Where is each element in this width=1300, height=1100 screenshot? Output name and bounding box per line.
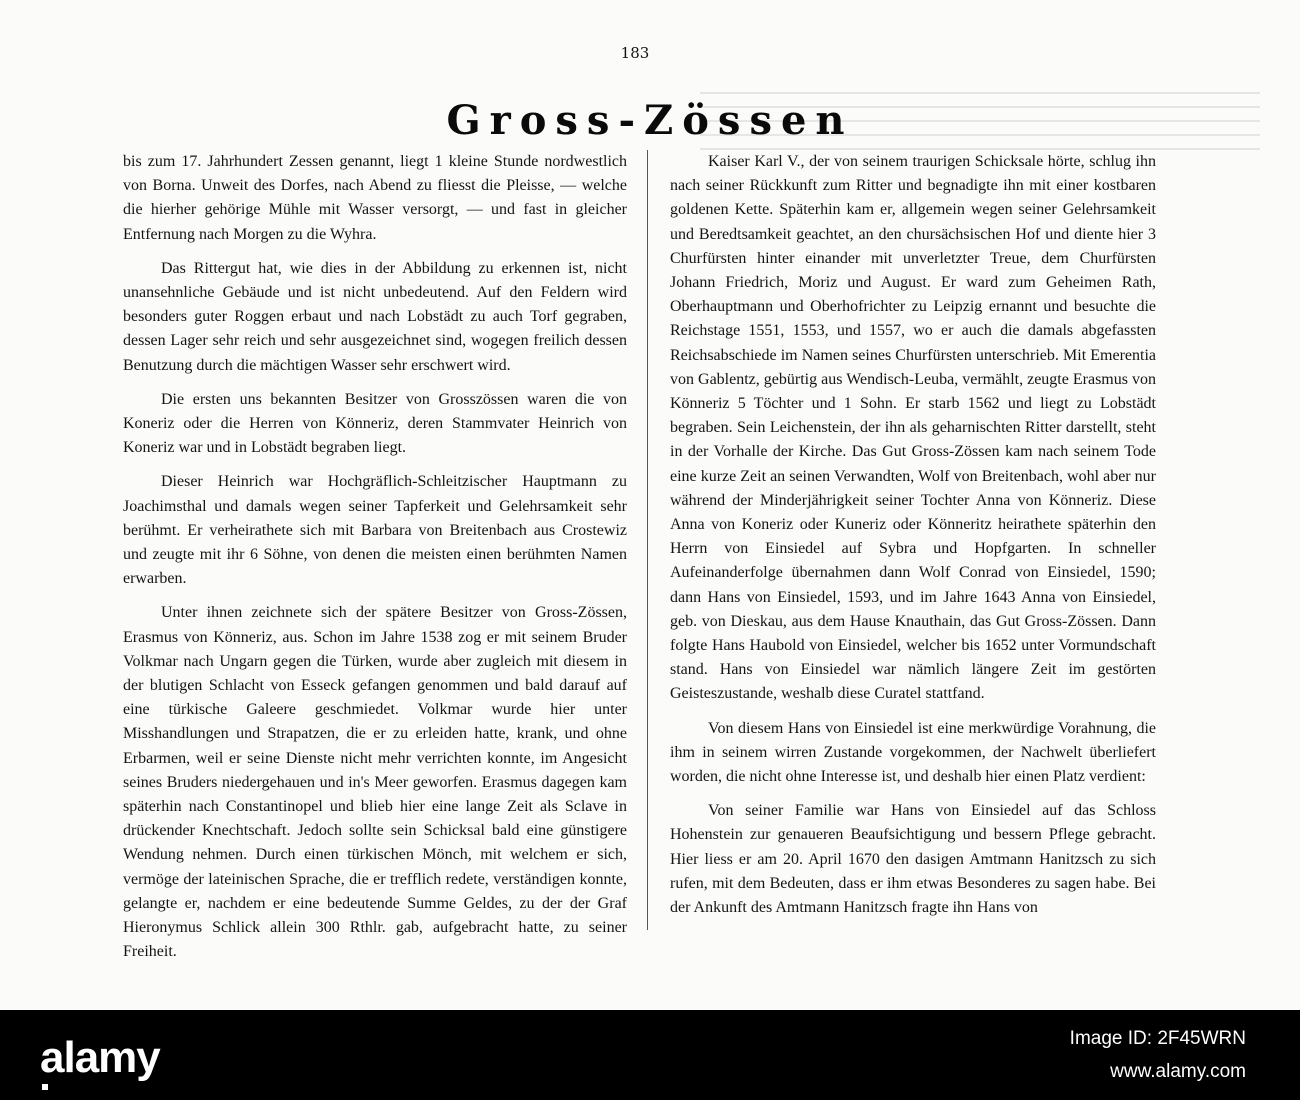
paragraph: Von diesem Hans von Einsiedel ist eine merkwürdige Vorahnung, die ihm in seinem wirren Zustande vorgekommen, der Nachwelt überliefert worden, die nicht ohne Interesse ist, und deshalb hier einen Platz verdient: [670,719,1156,786]
paragraph: Die ersten uns bekannten Besitzer von Grosszössen waren die von Koneriz oder die Herren von Könneriz, deren Stammvater Heinrich von Koneriz war und in Lobstädt begraben liegt. [123,390,627,457]
paragraph: bis zum 17. Jahrhundert Zessen genannt, liegt 1 kleine Stunde nordwestlich von Borna. Unweit des Dorfes, nach Abend zu fliesst die Pleisse, — welche die hierher gehörige Mühle mit Wasser versorgt, — und fast in gleicher Entfernung nach Morgen zu die Wyhra. [123,153,627,243]
logo-mark-icon [42,1084,48,1090]
page-number: 183 [620,44,650,62]
paragraph: Kaiser Karl V., der von seinem traurigen Schicksale hörte, schlug ihn nach seiner Rückkunft zum Ritter und begnadigte ihn mit einer kostbaren goldenen Kette. Späterhin kam er, allgemein wegen seiner Gelehrsamkeit und Beredtsamkeit geachtet, an den chursächsischen Hof und diente hier 3 Churfürsten hinter einander mit unverletzter Treue, dem Churfürsten Johann Friedrich, Moriz und August. Er ward zum Geheimen Rath, Oberhauptmann und Oberhofrichter zu Leipzig ernannt und besuchte die Reichstage 1551, 1553, und 1557, wo er auch die damals abgefassten Reichsabschiede im Namen seines Churfürsten unterschrieb. Mit Emerentia von Gablentz, gebürtig aus Wendisch-Leuba, vermählt, zeugte Erasmus von Könneriz 5 Töchter und 1 Sohn. Er starb 1562 und liegt zu Lobstädt begraben. Sein Leichenstein, der ihn als geharnischten Ritter darstellt, steht in der Vorhalle der Kirche. Das Gut Gross-Zössen kam nach seinem Tode eine kurze Zeit an seinen Verwandten, Wolf von Breitenbach, wohl aber nur während der Minderjährigkeit seiner Tochter Anna von Könneriz. Diese Anna von Koneriz oder Kuneriz oder Könneritz heirathete späterhin den Herrn von Einsiedel auf Sybra und Hopfgarten. In schneller Aufeinanderfolge übernahmen dann Wolf Conrad von Einsiedel, 1590; dann Hans von Einsiedel, 1593, und im Jahre 1643 Anna von Einsiedel, geb. von Dieskau, aus dem Hause Knauthain, das Gut Gross-Zössen. Dann folgte Hans Haubold von Einsiedel, welcher bis 1652 unter Vormundschaft stand. Hans von Einsiedel war nämlich längere Zeit im gestörten Geisteszustande, weshalb diese Curatel stattfand. [670,153,1156,703]
paragraph: Dieser Heinrich war Hochgräflich-Schleitzischer Hauptmann zu Joachimsthal und damals wegen seiner Tapferkeit und Gelehrsamkeit sehr berühmt. Er verheirathete sich mit Barbara von Breitenbach aus Crostewiz und zeugte mit ihr 6 Söhne, von denen die meisten einen berühmten Namen erwarben. [123,473,627,588]
right-column [670,150,1156,930]
watermark-bar [0,1010,1300,1100]
paragraph: Das Rittergut hat, wie dies in der Abbildung zu erkennen ist, nicht unansehnliche Gebäude und ist nicht unbedeutend. Auf den Feldern wird besonders guter Roggen erbaut und nach Lobstädt zu auch Torf gegraben, dessen Lager sehr reich und sehr ausgezeichnet sind, wogegen freilich dessen Benutzung durch die mächtigen Wasser sehr erschwert wird. [123,259,627,374]
image-id-label: Image ID: 2F45WRN [1069,1028,1246,1049]
paragraph: Unter ihnen zeichnete sich der spätere Besitzer von Gross-Zössen, Erasmus von Könneriz, aus. Schon im Jahre 1538 zog er mit seinem Bruder Volkmar nach Ungarn gegen die Türken, wurde aber zugleich mit diesem in der blutigen Schlacht von Esseck gefangen genommen und bald darauf auf eine türkische Galeere geschmiedet. Volkmar wurde hier unter Misshandlungen und Strapatzen, die er zu erleiden hatte, krank, und ohne Erbarmen, weil er seine Dienste nicht mehr verrichten konnte, im Angesicht seines Bruders niedergehauen und in's Meer geworfen. Erasmus dagegen kam späterhin nach Constantinopel und blieb hier eine lange Zeit als Sclave in drückender Knechtschaft. Jedoch sollte sein Schicksal bald eine günstigere Wendung nehmen. Durch einen türkischen Mönch, mit welchem er sich, vermöge der lateinischen Sprache, die er trefflich redete, verständigen konnte, gelangte er, nachdem er eine bedeutende Summe Geldes, zu der der Graf Hieronymus Schlick allein 300 Rthlr. gab, aufgebracht hatte, zu seiner Freiheit. [123,604,627,961]
page-title: Gross-Zössen [446,97,854,144]
alamy-logo: alamy [40,1033,160,1082]
paragraph: Von seiner Familie war Hans von Einsiedel auf das Schloss Hohenstein zur genaueren Beaufsichtigung und bessern Pflege gebracht. Hier liess er am 20. April 1670 den dasigen Amtmann Hanitzsch zu sich rufen, mit dem Bedeuten, dass er ihm etwas Besonderes zu sagen habe. Bei der Ankunft des Amtmann Hanitzsch fragte ihn Hans von [670,802,1156,917]
site-url: www.alamy.com [1110,1061,1246,1082]
column-divider [647,150,648,930]
left-column [123,150,627,975]
